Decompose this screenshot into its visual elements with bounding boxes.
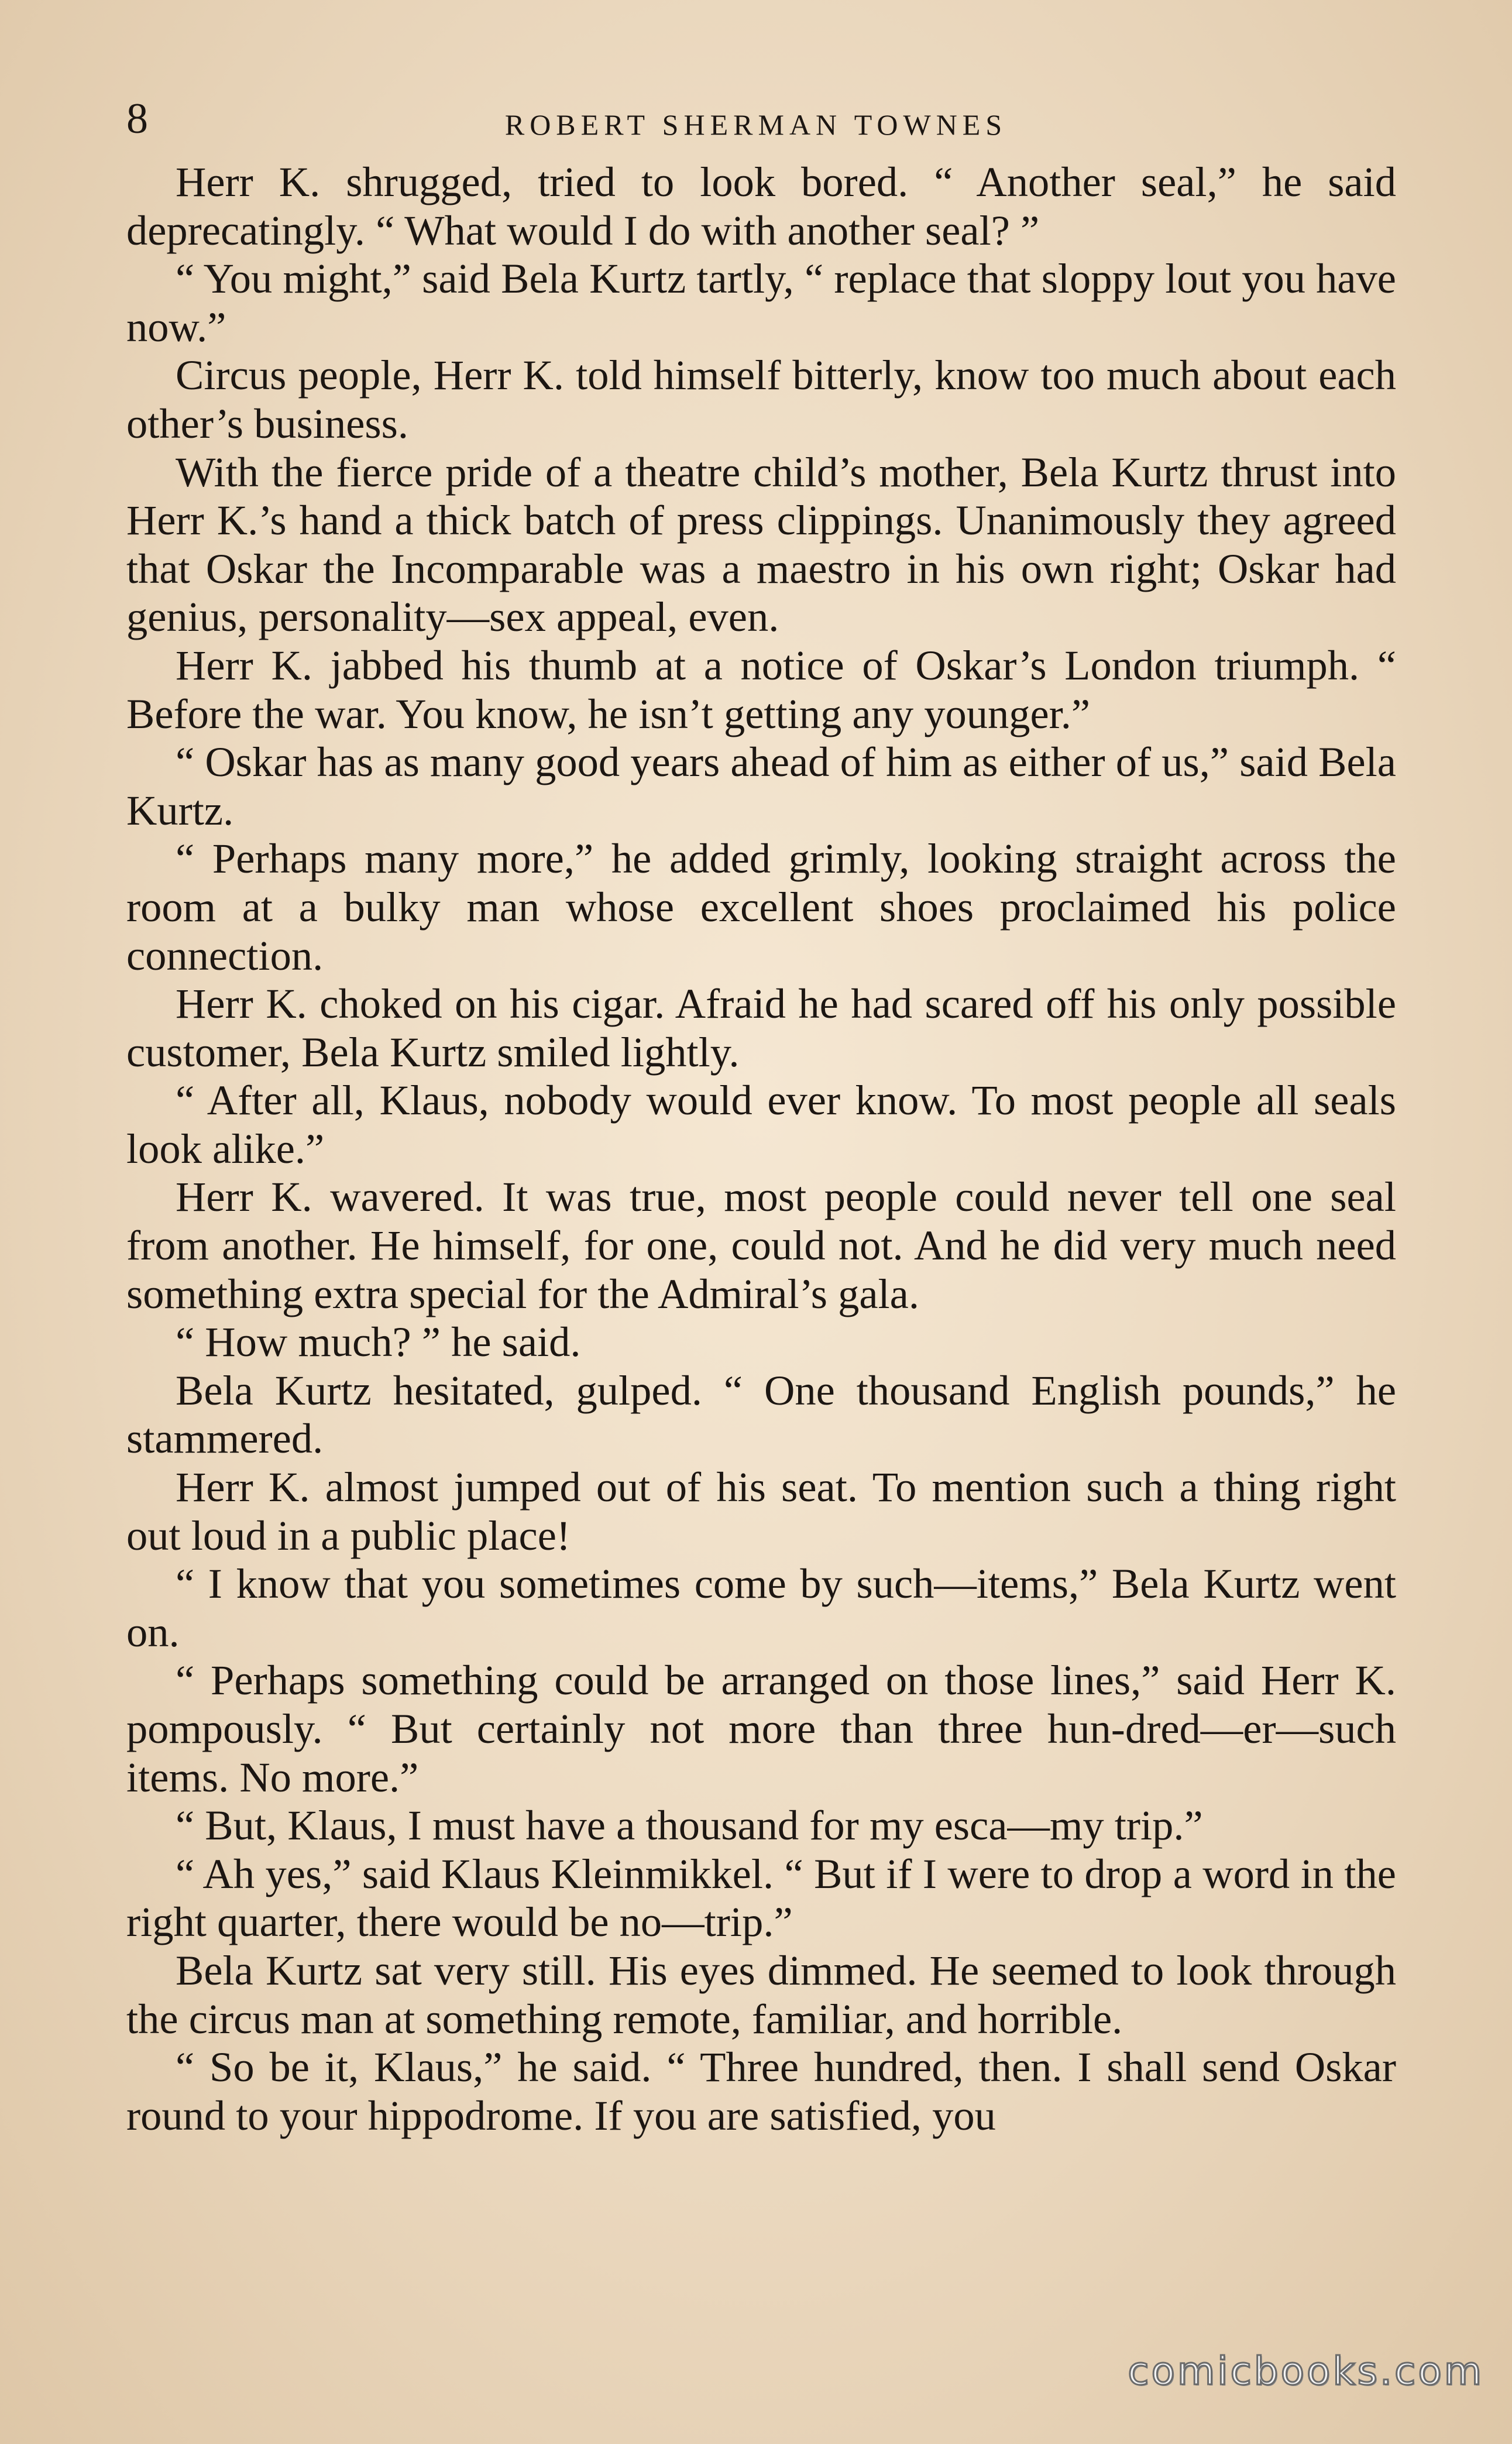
paragraph: “ I know that you sometimes come by such—items,” Bela Kurtz went on. [126, 1560, 1396, 1656]
running-head: ROBERT SHERMAN TOWNES [504, 108, 1008, 141]
paragraph: Bela Kurtz sat very still. His eyes dimmed. He seemed to look through the circus man at something remote, familiar, and horrible. [126, 1946, 1396, 2043]
paragraph: Bela Kurtz hesitated, gulped. “ One thousand English pounds,” he stammered. [126, 1366, 1396, 1463]
paragraph: “ Ah yes,” said Klaus Kleinmikkel. “ But if I were to drop a word in the right quarter, there would be no—trip.” [126, 1849, 1396, 1946]
paragraph: “ Oskar has as many good years ahead of him as either of us,” said Bela Kurtz. [126, 738, 1396, 834]
paragraph: “ After all, Klaus, nobody would ever know. To most people all seals look alike.” [126, 1076, 1396, 1172]
paragraph: “ Perhaps many more,” he added grimly, looking straight across the room at a bulky man whose excellent shoes proclaimed his police connection. [126, 835, 1396, 979]
paragraph: “ But, Klaus, I must have a thousand for my esca—my trip.” [176, 1801, 1203, 1849]
paragraph: “ How much? ” he said. [176, 1318, 581, 1366]
paragraph: Herr K. almost jumped out of his seat. To mention such a thing right out loud in a public place! [126, 1463, 1396, 1559]
paragraph: Herr K. jabbed his thumb at a notice of Oskar’s London triumph. “ Before the war. You know, he isn’t getting any younger.” [126, 641, 1396, 737]
paragraph: “ Perhaps something could be arranged on those lines,” said Herr K. pompously. “ But certainly not more than three hun-dred—er—such items. No more.” [126, 1656, 1396, 1801]
paragraph: “ So be it, Klaus,” he said. “ Three hundred, then. I shall send Oskar round to your hippodrome. If you are satisfied, you [126, 2043, 1396, 2139]
paragraph: With the fierce pride of a theatre child’s mother, Bela Kurtz thrust into Herr K.’s hand a thick batch of press clippings. Unanimously they agreed that Oskar the Incomparable was a maestro in his own right; Oskar had genius, personality—sex appeal, even. [126, 448, 1396, 641]
watermark-logo: comicbooks.com [1128, 2349, 1484, 2394]
paragraph: Herr K. shrugged, tried to look bored. “ Another seal,” he said deprecatingly. “ What would I do with another seal? ” [126, 158, 1396, 254]
page-number: 8 [126, 95, 148, 143]
paragraph: “ You might,” said Bela Kurtz tartly, “ replace that sloppy lout you have now.” [126, 255, 1396, 351]
paragraph: Herr K. choked on his cigar. Afraid he had scared off his only possible customer, Bela Kurtz smiled lightly. [126, 980, 1396, 1076]
paragraph: Circus people, Herr K. told himself bitterly, know too much about each other’s business. [126, 351, 1396, 447]
body-text [126, 158, 1396, 2140]
paragraph: Herr K. wavered. It was true, most people could never tell one seal from another. He himself, for one, could not. And he did very much need something extra special for the Admiral’s gala. [126, 1173, 1396, 1317]
